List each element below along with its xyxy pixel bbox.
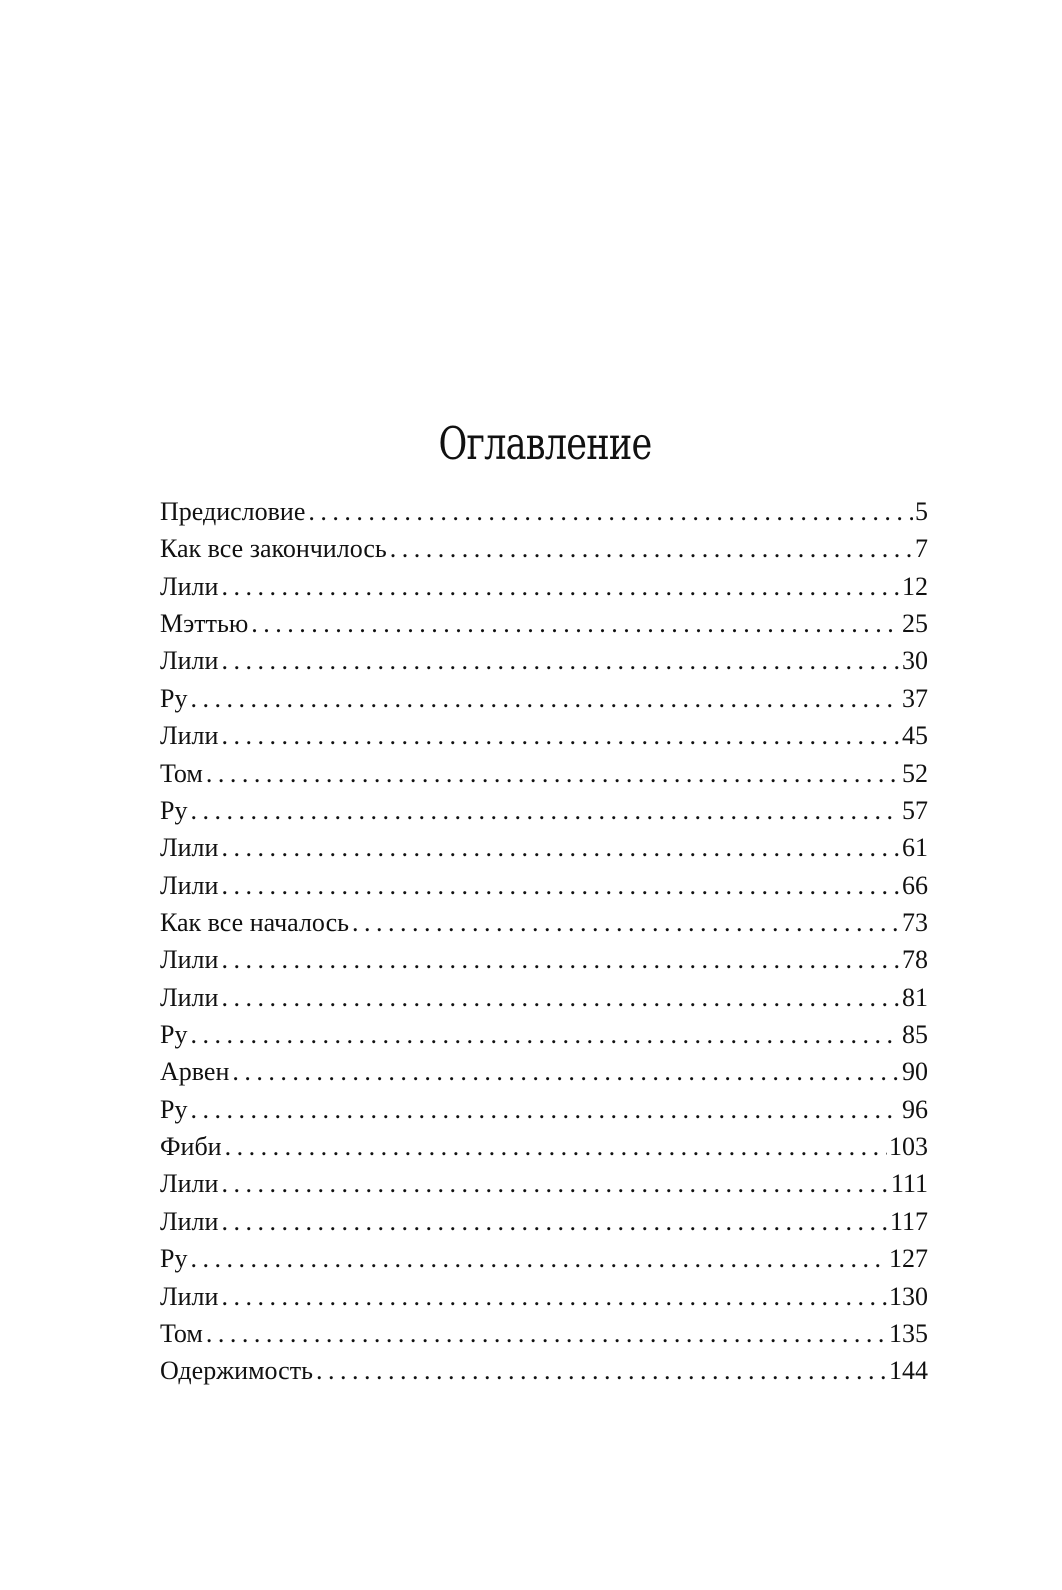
toc-entry-page-number: 25 bbox=[902, 609, 928, 639]
toc-entry bbox=[160, 979, 928, 1016]
toc-entry bbox=[160, 867, 928, 904]
toc-entry-page-number: 85 bbox=[902, 1020, 928, 1050]
dot-leader bbox=[221, 941, 900, 978]
toc-entry-label: Ру bbox=[160, 1020, 188, 1050]
toc-entry bbox=[160, 642, 928, 679]
dot-leader bbox=[352, 904, 900, 941]
dot-leader bbox=[308, 493, 913, 530]
toc-entry bbox=[160, 755, 928, 792]
toc-entry-label: Лили bbox=[160, 870, 219, 900]
toc-entry-page-number: 90 bbox=[902, 1057, 928, 1087]
toc-entry-label: Лили bbox=[160, 1169, 219, 1199]
toc-entry-page-number: 73 bbox=[902, 907, 928, 937]
toc-entry-label: Арвен bbox=[160, 1057, 230, 1087]
dot-leader bbox=[190, 1091, 900, 1128]
dot-leader bbox=[190, 1016, 900, 1053]
toc-entry bbox=[160, 493, 928, 530]
dot-leader bbox=[221, 717, 900, 754]
dot-leader bbox=[390, 530, 913, 567]
toc-entry-label: Мэттью bbox=[160, 609, 249, 639]
toc-entry-label: Лили bbox=[160, 571, 219, 601]
toc-entry-page-number: 7 bbox=[915, 534, 928, 564]
toc-entry bbox=[160, 717, 928, 754]
toc-entry bbox=[160, 1240, 928, 1277]
toc-entry-page-number: 5 bbox=[915, 497, 928, 526]
toc-entry-label: Лили bbox=[160, 833, 219, 863]
dot-leader bbox=[221, 829, 900, 866]
toc-entry bbox=[160, 941, 928, 978]
toc-entry bbox=[160, 1315, 928, 1352]
toc-entry-page-number: 130 bbox=[889, 1281, 928, 1311]
toc-entry-page-number: 66 bbox=[902, 870, 928, 900]
toc-entry-page-number: 61 bbox=[902, 833, 928, 863]
toc-entry-label: Лили bbox=[160, 982, 219, 1012]
dot-leader bbox=[221, 1165, 888, 1202]
toc-entry bbox=[160, 1091, 928, 1128]
toc-entry-label: Ру bbox=[160, 795, 188, 825]
toc-entry-label: Ру bbox=[160, 683, 188, 713]
toc-entry-page-number: 103 bbox=[889, 1132, 928, 1162]
dot-leader bbox=[221, 1278, 887, 1315]
toc-entry-label: Предисловие bbox=[160, 497, 306, 526]
toc-entry-page-number: 127 bbox=[889, 1244, 928, 1274]
dot-leader bbox=[190, 680, 900, 717]
toc-entry bbox=[160, 1128, 928, 1165]
toc-entry bbox=[160, 568, 928, 605]
toc-entry-page-number: 52 bbox=[902, 758, 928, 788]
page-title: Оглавление bbox=[438, 417, 652, 470]
toc-entry bbox=[160, 1016, 928, 1053]
toc-entry-page-number: 37 bbox=[902, 683, 928, 713]
dot-leader bbox=[221, 568, 900, 605]
toc-entry-page-number: 81 bbox=[902, 982, 928, 1012]
toc-entry-label: Как все закончилось bbox=[160, 534, 387, 564]
toc-entry-page-number: 78 bbox=[902, 945, 928, 975]
toc-entry bbox=[160, 829, 928, 866]
toc-entry bbox=[160, 1053, 928, 1090]
toc-entry-label: Одержимость bbox=[160, 1356, 313, 1386]
table-of-contents bbox=[160, 493, 928, 1390]
toc-entry-page-number: 57 bbox=[902, 795, 928, 825]
toc-entry-label: Лили bbox=[160, 646, 219, 676]
toc-entry bbox=[160, 904, 928, 941]
toc-entry-page-number: 135 bbox=[889, 1318, 928, 1348]
toc-entry-label: Лили bbox=[160, 945, 219, 975]
toc-entry-label: Том bbox=[160, 1318, 203, 1348]
toc-entry bbox=[160, 792, 928, 829]
dot-leader bbox=[190, 1240, 887, 1277]
toc-entry-page-number: 45 bbox=[902, 721, 928, 751]
toc-entry bbox=[160, 1352, 928, 1389]
toc-entry-label: Лили bbox=[160, 1206, 219, 1236]
toc-entry-page-number: 144 bbox=[889, 1356, 928, 1386]
toc-entry bbox=[160, 605, 928, 642]
toc-entry-page-number: 111 bbox=[890, 1169, 928, 1199]
toc-entry-label: Лили bbox=[160, 721, 219, 751]
dot-leader bbox=[190, 792, 900, 829]
dot-leader bbox=[221, 979, 900, 1016]
toc-entry bbox=[160, 1278, 928, 1315]
dot-leader bbox=[221, 1203, 888, 1240]
dot-leader bbox=[232, 1053, 900, 1090]
toc-entry-page-number: 12 bbox=[902, 571, 928, 601]
toc-entry bbox=[160, 680, 928, 717]
toc-entry bbox=[160, 1165, 928, 1202]
dot-leader bbox=[206, 1315, 887, 1352]
toc-entry-label: Как все началось bbox=[160, 907, 349, 937]
dot-leader bbox=[316, 1352, 887, 1389]
toc-entry-label: Ру bbox=[160, 1094, 188, 1124]
dot-leader bbox=[206, 755, 900, 792]
dot-leader bbox=[225, 1128, 887, 1165]
toc-entry-page-number: 30 bbox=[902, 646, 928, 676]
dot-leader bbox=[221, 867, 900, 904]
toc-entry-page-number: 117 bbox=[889, 1206, 928, 1236]
toc-entry-label: Том bbox=[160, 758, 203, 788]
dot-leader bbox=[251, 605, 900, 642]
toc-entry-label: Фиби bbox=[160, 1132, 222, 1162]
dot-leader bbox=[221, 642, 900, 679]
toc-entry-label: Лили bbox=[160, 1281, 219, 1311]
toc-entry-page-number: 96 bbox=[902, 1094, 928, 1124]
toc-entry-label: Ру bbox=[160, 1244, 188, 1274]
toc-entry bbox=[160, 530, 928, 567]
toc-entry bbox=[160, 1203, 928, 1240]
